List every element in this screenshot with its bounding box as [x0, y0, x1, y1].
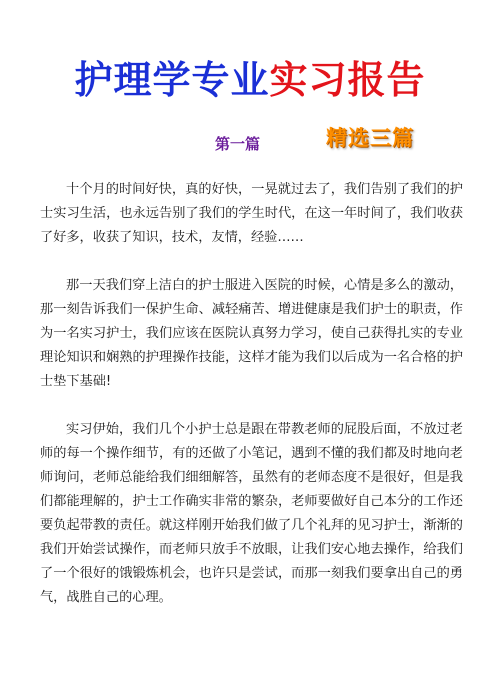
paragraph: 十个月的时间好快，真的好快，一晃就过去了，我们告别了我们的护士实习生活，也永远告别了我们的学生时代，在这一年时间了，我们收获了好多，收获了知识，技术，友情，经验…… [40, 182, 463, 245]
body-text [40, 178, 463, 634]
highlight-badge: 精选三篇 [326, 126, 414, 150]
paragraph: 实习伊始，我们几个小护士总是跟在带教老师的屁股后面，不放过老师的每一个操作细节，有的还做了小笔记，遇到不懂的我们都及时地向老师询问，老师总能给我们细细解答，虽然有的老师态度不是很好，但是我们都能理解的，护士工作确实非常的繁杂，老师要做好自己本分的工作还要负起带教的责任。就这样刚开始我们做了几个礼拜的见习护士，渐渐的我们开始尝试操作，而老师只放手不放眼，让我们安心地去操作，给我们了一个很好的饿锻炼机会，也许只是尝试，而那一刻我们要拿出自己的勇气，战胜自己的心理。 [40, 422, 463, 605]
title-part-red: 实习报告 [269, 58, 426, 102]
paragraph: 那一天我们穿上洁白的护士服进入医院的时候，心情是多么的激动，那一刻告诉我们一保护生命、减轻痛苦、增进健康是我们护士的职责，作为一名实习护士，我们应该在医院认真努力学习，使自己获得扎实的专业理论知识和娴熟的护理操作技能，这样才能为我们以后成为一名合格的护士垫下基础! [40, 278, 463, 389]
document-title [0, 58, 500, 102]
title-part-blue: 护理学专业 [74, 58, 270, 102]
section-subtitle: 第一篇 [215, 135, 261, 153]
